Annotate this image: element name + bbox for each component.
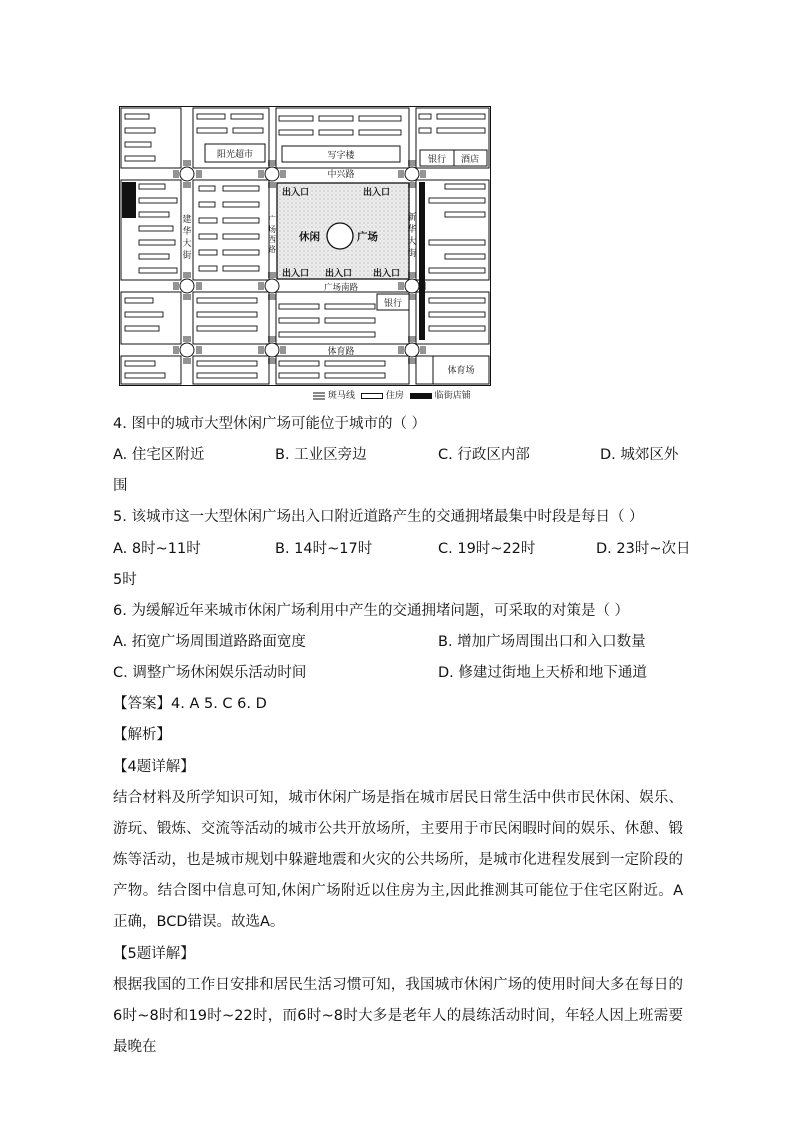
shop-legend-icon bbox=[410, 393, 432, 399]
analysis-heading: 【解析】 bbox=[113, 727, 171, 743]
label-entrance-sw: 出入口 bbox=[282, 269, 310, 279]
label-jianhua-4: 街 bbox=[182, 251, 192, 261]
label-xinhua-2: 华 bbox=[407, 225, 417, 235]
label-office: 写字楼 bbox=[327, 151, 355, 161]
label-xinhua-1: 新 bbox=[407, 213, 417, 223]
q5-option-c: C. 19时~22时 bbox=[438, 541, 536, 557]
housing-legend-icon bbox=[361, 393, 383, 399]
q5-option-a: A. 8时~11时 bbox=[113, 541, 201, 557]
q4-option-d-wrap: 围 bbox=[113, 478, 128, 494]
label-entrance-se: 出入口 bbox=[373, 269, 401, 279]
q4-option-a: A. 住宅区附近 bbox=[113, 447, 205, 463]
label-bank-south: 银行 bbox=[383, 299, 403, 309]
q5-detail-heading: 【5题详解】 bbox=[113, 946, 195, 962]
label-bank-north: 银行 bbox=[427, 155, 447, 165]
q4-option-c: C. 行政区内部 bbox=[438, 447, 530, 463]
label-zhongxing: 中兴路 bbox=[327, 170, 355, 180]
q5-stem: 5. 该城市这一大型休闲广场出入口附近道路产生的交通拥堵最集中时段是每日（ ） bbox=[113, 509, 644, 525]
q4-option-b: B. 工业区旁边 bbox=[275, 447, 367, 463]
label-jianhua-3: 大 bbox=[182, 239, 192, 249]
q5-option-d: D. 23时~次日 bbox=[596, 541, 691, 557]
city-map bbox=[119, 106, 491, 386]
label-plaza-right: 广场 bbox=[357, 231, 378, 243]
q6-option-a: A. 拓宽广场周围道路路面宽度 bbox=[113, 634, 306, 650]
q5-option-b: B. 14时~17时 bbox=[275, 541, 373, 557]
q6-stem: 6. 为缓解近年来城市休闲广场利用中产生的交通拥堵问题，可采取的对策是（ ） bbox=[113, 603, 630, 619]
label-hotel: 酒店 bbox=[460, 155, 480, 165]
q6-option-b: B. 增加广场周围出口和入口数量 bbox=[438, 634, 646, 650]
label-guangchang-south: 广场南路 bbox=[323, 283, 359, 293]
label-jianhua-1: 建 bbox=[182, 215, 192, 225]
q4-detail-heading: 【4题详解】 bbox=[113, 759, 195, 775]
legend-zebra: 斑马线 bbox=[328, 391, 356, 401]
label-stadium: 体育场 bbox=[447, 366, 475, 376]
label-gcxl-1: 广 bbox=[268, 215, 276, 224]
q5-option-d-wrap: 5时 bbox=[113, 572, 137, 588]
legend-housing: 住房 bbox=[385, 391, 404, 401]
label-xinhua-4: 街 bbox=[407, 249, 417, 259]
zebra-legend-icon bbox=[313, 392, 325, 400]
q6-option-d: D. 修建过街地上天桥和地下通道 bbox=[438, 665, 647, 681]
label-gcxl-2: 场 bbox=[268, 225, 276, 234]
q4-stem: 4. 图中的城市大型休闲广场可能位于城市的（ ） bbox=[113, 416, 427, 432]
answer-line: 【答案】4. A 5. C 6. D bbox=[113, 696, 267, 712]
q6-option-c: C. 调整广场休闲娱乐活动时间 bbox=[113, 665, 307, 681]
label-entrance-nw: 出入口 bbox=[282, 188, 310, 198]
q5-detail-text: 根据我国的工作日安排和居民生活习惯可知，我国城市休闲广场的使用时间大多在每日的6时~8时和19时~22时，而6时~8时大多是老年人的晨练活动时间，年轻人因上班需要最晚在 bbox=[113, 977, 683, 1055]
label-xinhua-3: 大 bbox=[407, 237, 417, 247]
label-gcxl-3: 西 bbox=[268, 235, 276, 244]
q4-option-d: D. 城郊区外 bbox=[600, 447, 679, 463]
label-yangguang: 阳光超市 bbox=[216, 150, 254, 160]
label-tiyu: 体育路 bbox=[327, 347, 355, 357]
label-gcxl-4: 路 bbox=[268, 245, 276, 254]
map-legend bbox=[310, 388, 471, 401]
label-entrance-ne: 出入口 bbox=[363, 188, 391, 198]
legend-shop: 临街店铺 bbox=[434, 391, 471, 401]
label-plaza-left: 休闲 bbox=[299, 231, 320, 243]
q4-detail-text: 结合材料及所学知识可知，城市休闲广场是指在城市居民日常生活中供市民休闲、娱乐、游玩、锻炼、交流等活动的城市公共开放场所，主要用于市民闲暇时间的娱乐、休憩、锻炼等活动，也是城市规划中躲避地震和火灾的公共场所，是城市化进程发展到一定阶段的产物。结合图中信息可知,休闲广场附近以住房为主,因此推测其可能位于住宅区附近。A正确，BCD错误。故选A。 bbox=[113, 790, 683, 930]
label-entrance-s: 出入口 bbox=[325, 269, 353, 279]
label-jianhua-2: 华 bbox=[182, 227, 192, 237]
